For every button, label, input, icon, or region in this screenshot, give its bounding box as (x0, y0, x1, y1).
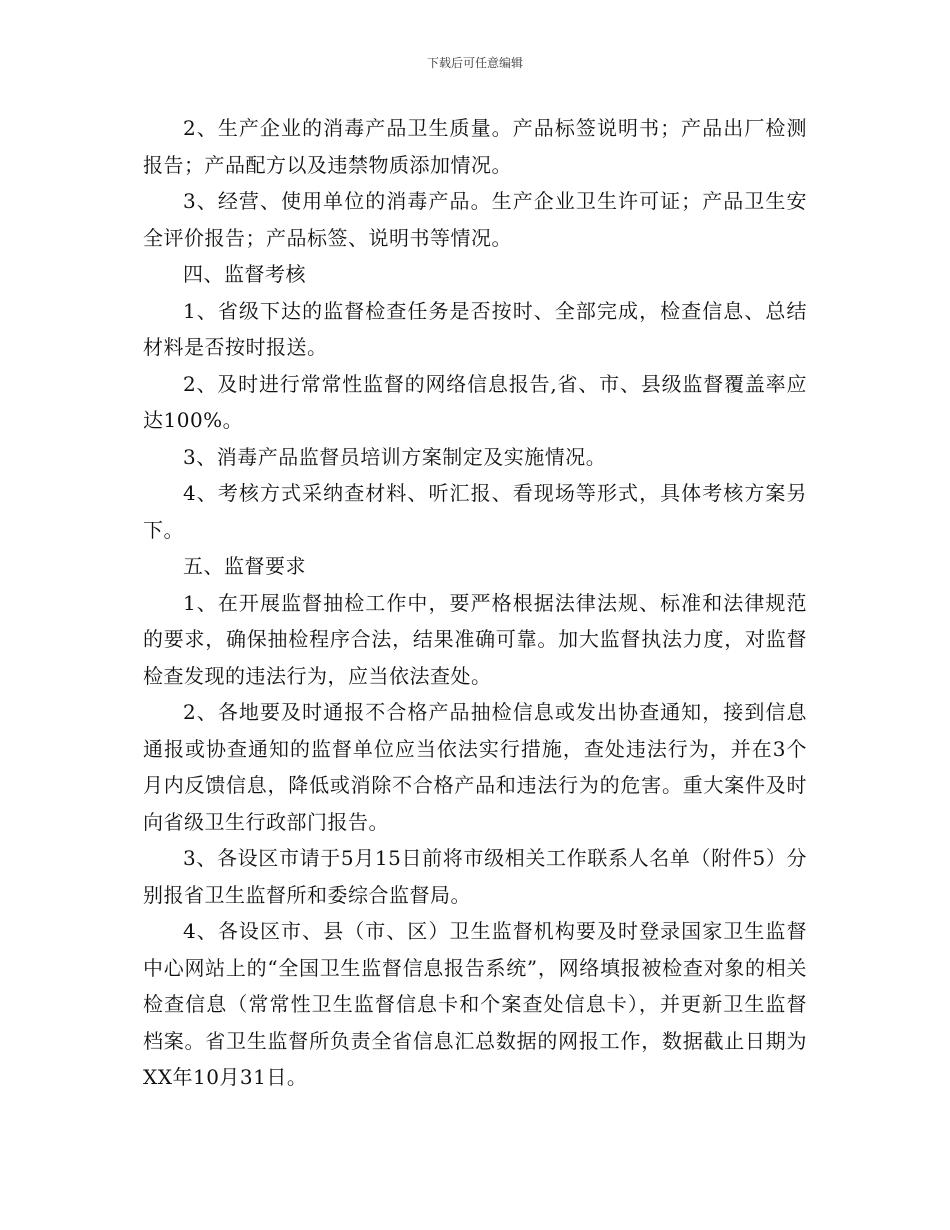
paragraph-item-2: 2、生产企业的消毒产品卫生质量。产品标签说明书；产品出厂检测报告；产品配方以及违禁物质添加情况。 (143, 116, 807, 177)
paragraph-assessment-4: 4、考核方式采纳查材料、听汇报、看现场等形式，具体考核方案另下。 (143, 481, 807, 542)
section-heading-supervision-assessment: 四、监督考核 (183, 262, 306, 286)
page-header: 下载后可任意编辑 (426, 56, 523, 70)
paragraph-assessment-1: 1、省级下达的监督检查任务是否按时、全部完成，检查信息、总结材料是否按时报送。 (143, 298, 807, 359)
paragraph-assessment-2: 2、及时进行常常性监督的网络信息报告,省、市、县级监督覆盖率应达100%。 (143, 371, 807, 432)
paragraph-requirement-2: 2、各地要及时通报不合格产品抽检信息或发出协查通知，接到信息通报或协查通知的监督单位应当依法实行措施，查处违法行为，并在3个月内反馈信息，降低或消除不合格产品和违法行为的危害。重大案件及时向省级卫生行政部门报告。 (143, 700, 807, 834)
paragraph-assessment-3: 3、消毒产品监督员培训方案制定及实施情况。 (183, 444, 607, 469)
section-heading-supervision-requirements: 五、监督要求 (183, 554, 306, 578)
document-body (143, 110, 807, 1096)
paragraph-requirement-4: 4、各设区市、县（市、区）卫生监督机构要及时登录国家卫生监督中心网站上的“全国卫生监督信息报告系统”，网络填报被检查对象的相关检查信息（常常性卫生监督信息卡和个案查处信息卡），并更新卫生监督档案。省卫生监督所负责全省信息汇总数据的网报工作，数据截止日期为XX年10月31日。 (143, 919, 807, 1089)
paragraph-item-3: 3、经营、使用单位的消毒产品。生产企业卫生许可证；产品卫生安全评价报告；产品标签、说明书等情况。 (143, 189, 807, 250)
paragraph-requirement-1: 1、在开展监督抽检工作中，要严格根据法律法规、标准和法律规范的要求，确保抽检程序合法，结果准确可靠。加大监督执法力度，对监督检查发现的违法行为，应当依法查处。 (143, 590, 807, 688)
paragraph-requirement-3: 3、各设区市请于5月15日前将市级相关工作联系人名单（附件5）分别报省卫生监督所和委综合监督局。 (143, 846, 807, 907)
